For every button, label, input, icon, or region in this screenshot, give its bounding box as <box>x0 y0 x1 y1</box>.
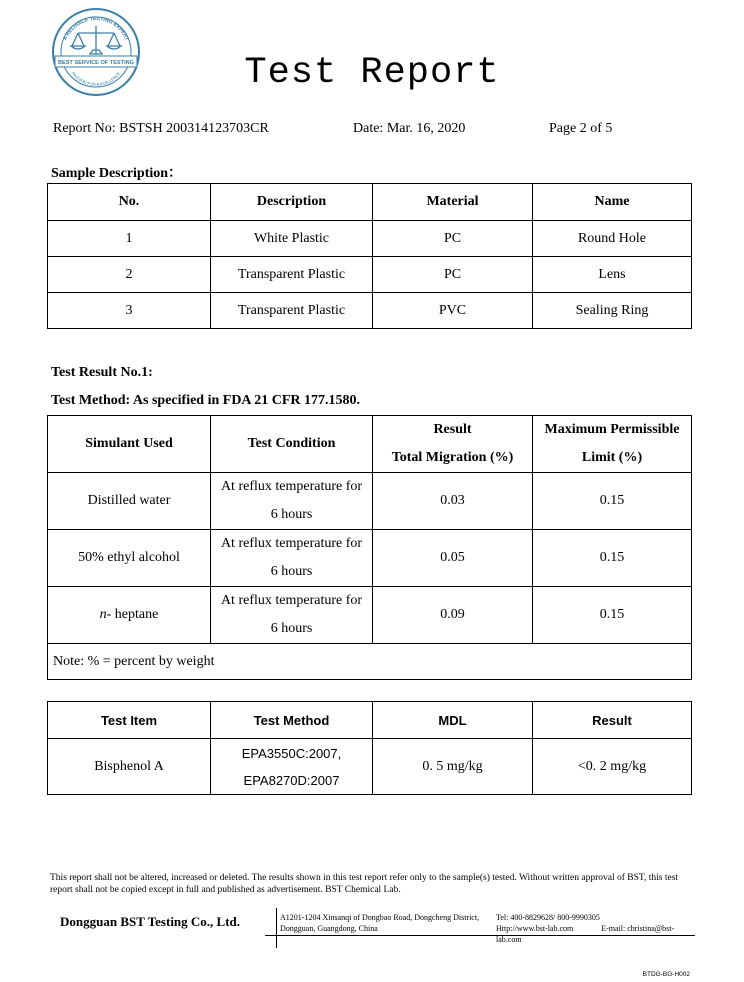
column-header: Name <box>533 184 692 221</box>
result-cell: <0. 2 mg/kg <box>533 739 692 795</box>
column-header: Test Method <box>211 702 373 739</box>
column-header: No. <box>48 184 211 221</box>
column-header-simulant: Simulant Used <box>48 416 211 473</box>
column-header: Result <box>533 702 692 739</box>
table-cell: White Plastic <box>211 221 373 257</box>
contact-web-email <box>496 923 696 945</box>
table-header-row <box>48 416 692 473</box>
page-title: Test Report <box>244 52 500 94</box>
simulant-cell <box>48 587 211 644</box>
note-text: Note: % = percent by weight <box>48 644 692 680</box>
scales-icon <box>71 26 121 54</box>
table-cell: PVC <box>373 293 533 329</box>
limit-cell: 0.15 <box>533 587 692 644</box>
condition-cell <box>211 587 373 644</box>
simulant-name: - heptane <box>106 607 159 622</box>
method-line: EPA3550C:2007, <box>241 745 342 761</box>
logo-band-text: BEST SERVICE OF TESTING <box>57 60 135 66</box>
table-row <box>48 530 692 587</box>
test-result-label: Test Result No.1: <box>51 365 153 380</box>
limit-cell: 0.15 <box>533 473 692 530</box>
header-line: Limit (%) <box>581 450 643 465</box>
table-row <box>48 473 692 530</box>
condition-line: 6 hours <box>270 564 313 579</box>
table-cell: 1 <box>48 221 211 257</box>
table-row <box>48 587 692 644</box>
column-header-result <box>373 416 533 473</box>
condition-line: 6 hours <box>270 507 313 522</box>
header-line: Maximum Permissible <box>544 422 680 437</box>
table-cell: PC <box>373 221 533 257</box>
column-header: Test Item <box>48 702 211 739</box>
simulant-cell: Distilled water <box>48 473 211 530</box>
column-header-condition: Test Condition <box>211 416 373 473</box>
company-name: Dongguan BST Testing Co., Ltd. <box>60 914 241 929</box>
company-contact <box>496 912 696 945</box>
report-date: Date: Mar. 16, 2020 <box>353 121 466 136</box>
result-cell: 0.09 <box>373 587 533 644</box>
result-cell: 0.05 <box>373 530 533 587</box>
column-header-limit <box>533 416 692 473</box>
table-cell: Sealing Ring <box>533 293 692 329</box>
table-cell: PC <box>373 257 533 293</box>
table-row <box>48 293 692 329</box>
table-row <box>48 257 692 293</box>
condition-line: At reflux temperature for <box>220 536 363 551</box>
note-row <box>48 644 692 680</box>
simulant-italic-prefix: n <box>99 607 107 622</box>
mdl-cell: 0. 5 mg/kg <box>373 739 533 795</box>
test-method-cell <box>211 739 373 795</box>
contact-email: E-mail: christina@bst-lab.com <box>496 924 675 944</box>
table-row <box>48 739 692 795</box>
condition-cell <box>211 473 373 530</box>
result-cell: 0.03 <box>373 473 533 530</box>
table-header-row <box>48 184 692 221</box>
address-line: Dongguan, Guangdong, China <box>280 924 378 933</box>
condition-line: 6 hours <box>270 621 313 636</box>
limit-cell: 0.15 <box>533 530 692 587</box>
column-header: Description <box>211 184 373 221</box>
disclaimer: This report shall not be altered, increased or deleted. The results shown in this test report refer only to the sample(s) tested. Without written approval of BST, this test report shall not be copied except in full and published as advertisement. BST Chemical Lab. <box>50 873 679 895</box>
condition-line: At reflux temperature for <box>220 479 363 494</box>
logo-bottom-text: PASSION FOR EXCELLENCE <box>70 70 122 88</box>
page-number: Page 2 of 5 <box>549 121 613 136</box>
condition-cell <box>211 530 373 587</box>
bisphenol-table <box>47 701 692 795</box>
table-row <box>48 221 692 257</box>
table-cell: Round Hole <box>533 221 692 257</box>
table-cell: 2 <box>48 257 211 293</box>
column-header: MDL <box>373 702 533 739</box>
test-method-label: Test Method: As specified in FDA 21 CFR 177.1580. <box>51 393 361 408</box>
footer-divider <box>276 908 277 948</box>
table-cell: Lens <box>533 257 692 293</box>
table-cell: Transparent Plastic <box>211 293 373 329</box>
condition-line: At reflux temperature for <box>220 593 363 608</box>
contact-tel: Tel: 400-8829628/ 800-9990305 <box>496 913 600 922</box>
simulant-cell: 50% ethyl alcohol <box>48 530 211 587</box>
table-header-row <box>48 702 692 739</box>
migration-results-table <box>47 415 692 680</box>
address-line: A1201-1204 Xinsanqi of Dongbao Road, Dongcheng District, <box>280 913 480 922</box>
sample-description-table <box>47 183 692 329</box>
table-cell: Transparent Plastic <box>211 257 373 293</box>
form-code: BTDG-BG-H002 <box>642 971 690 978</box>
table-cell: 3 <box>48 293 211 329</box>
logo-top-text: A RELIABLE TESTING EXPERT <box>62 15 130 42</box>
method-line: EPA8270D:2007 <box>243 772 340 788</box>
sample-description-label: Sample Description： <box>51 166 183 181</box>
column-header: Material <box>373 184 533 221</box>
report-number: Report No: BSTSH 200314123703CR <box>53 121 269 136</box>
header-line: Total Migration (%) <box>391 450 514 465</box>
contact-web: Http://www.bst-lab.com <box>496 924 574 933</box>
test-item-cell: Bisphenol A <box>48 739 211 795</box>
header-line: Result <box>433 422 472 437</box>
company-address <box>280 912 495 934</box>
